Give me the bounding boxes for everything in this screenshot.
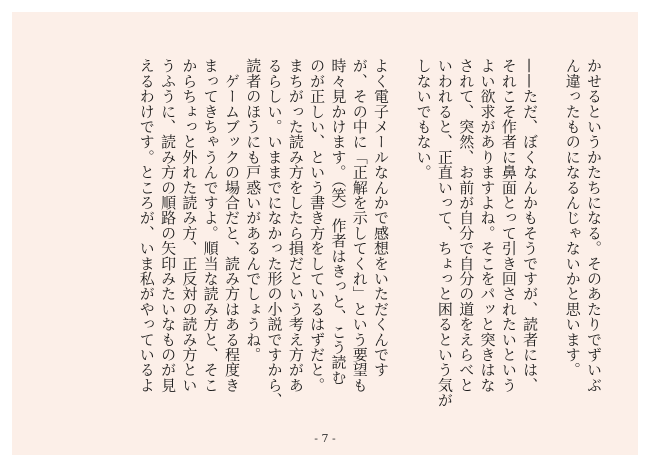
- text-line: るらしい。いままでになかった形の小説ですから、: [265, 58, 284, 408]
- text-line: 読者のほうにも戸惑いがあるんでしょうね。: [244, 58, 263, 362]
- text-line: まってきちゃうんですよ。順当な読み方と、そこ: [201, 58, 220, 393]
- text-line: かせるというかたちになる。そのあたりでずいぶ: [585, 58, 603, 393]
- interviewer-line: それこそ作者に鼻面とって引き回されたいという: [499, 58, 518, 393]
- text-line: が、その中に「正解を示してくれ」という要望も: [350, 58, 369, 393]
- text-line: からちょっと外れた読み方、正反対の読み方とい: [180, 58, 199, 393]
- page-number: - 7 -: [314, 432, 336, 445]
- vertical-text-block: [68, 58, 604, 408]
- blank-line: [391, 58, 412, 400]
- text-line: よく電子メールなんかで感想をいただくんです: [372, 58, 391, 378]
- text-line: ん違ったものになるんじゃないかと思います。: [563, 58, 582, 378]
- interviewer-line: ——ただ、ぼくなんかもそうですが、読者には、: [521, 58, 540, 393]
- text-line: ゲームブックの場合だと、読み方はある程度き: [222, 58, 241, 393]
- blank-line: [540, 58, 561, 400]
- text-line: 時々見かけます。（笑）作者はきっと、こう読む: [329, 58, 348, 385]
- document-page: [12, 12, 638, 455]
- text-line: まちがった読み方をしたら損だという考え方があ: [286, 58, 305, 393]
- text-line: えるわけです。ところが、いま私がやっているよ: [137, 58, 156, 393]
- interviewer-line: しないでもない。: [414, 58, 433, 180]
- interviewer-line: されて、突然、お前が自分で自分の道をえらべと: [457, 58, 476, 393]
- text-line: うふうに、読み方の順路の矢印みたいなものが見: [159, 58, 178, 393]
- interviewer-line: よい欲求がありますよね。そこをパッと突きはな: [478, 58, 497, 393]
- text-line: のが正しい、という書き方をしているはずだと。: [308, 58, 327, 393]
- interviewer-line: いわれると、正直いって、ちょっと困るという気が: [435, 58, 454, 408]
